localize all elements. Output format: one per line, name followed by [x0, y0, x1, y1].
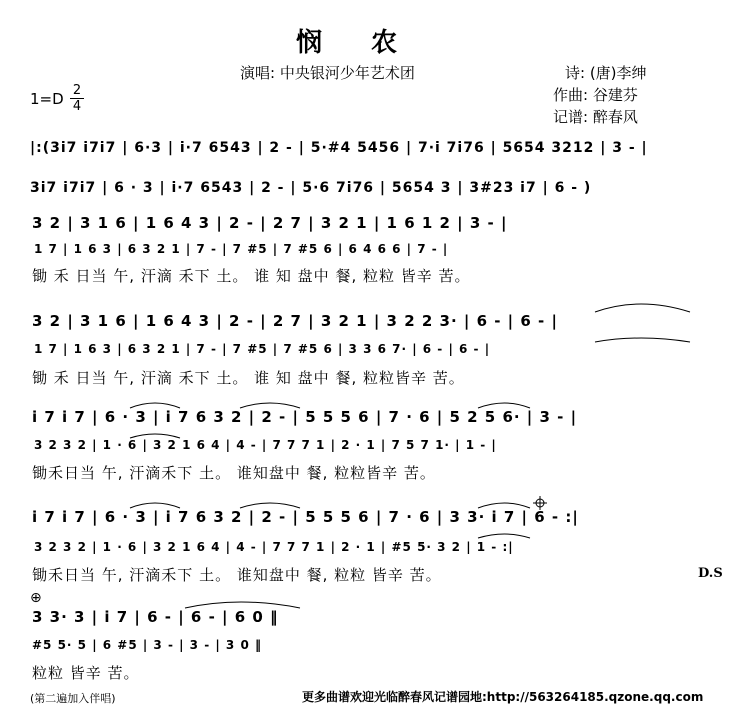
- s1-melody: 3 2 | 3 1 6 | 1 6 4 3 | 2 - | 2 7 | 3 2 1 | 1 6 1 2 | 3 - |: [32, 214, 508, 232]
- intro-line-2: 3i7 i7i7 | 6 · 3 | i·7 6543 | 2 - | 5·6 7i76 | 5654 3 | 3#23 i7 | 6 - ): [30, 180, 592, 196]
- s3-accompaniment: 3 2 3 2 | 1 · 6 | 3 2 1 6 4 | 4 - | 7 7 7 1 | 2 · 1 | 7 5 7 1· | 1 - |: [34, 438, 497, 452]
- s4-accompaniment: 3 2 3 2 | 1 · 6 | 3 2 1 6 4 | 4 - | 7 7 7 1 | 2 · 1 | #5 5· 3 2 | 1 - :|: [34, 540, 514, 554]
- song-title: 悯 农: [296, 28, 418, 58]
- s5-accompaniment: #5 5· 5 | 6 #5 | 3 - | 3 - | 3 0 ‖: [32, 638, 262, 652]
- time-bottom: 4: [72, 99, 82, 114]
- coda-sign-icon: ⊕: [30, 590, 42, 606]
- slur: [240, 403, 300, 408]
- s2-melody: 3 2 | 3 1 6 | 1 6 4 3 | 2 - | 2 7 | 3 2 1 | 3 2 2 3· | 6 - | 6 - |: [32, 312, 558, 330]
- slur: [130, 434, 180, 438]
- poet-credit: 诗: (唐)李绅: [565, 64, 647, 82]
- slur: [185, 602, 300, 608]
- s1-lyrics: 锄 禾 日当 午, 汗滴 禾下 土。 谁 知 盘中 餐, 粒粒 皆辛 苦。: [32, 267, 471, 285]
- s2-accompaniment: 1 7 | 1 6 3 | 6 3 2 1 | 7 - | 7 #5 | 7 #5 6 | 3 3 6 7· | 6 - | 6 - |: [34, 342, 491, 356]
- key-signature: 1=D: [30, 90, 64, 108]
- singer-credit: 演唱: 中央银河少年艺术团: [240, 64, 415, 82]
- slur: [478, 403, 530, 408]
- intro-line-1: |:(3i7 i7i7 | 6·3 | i·7 6543 | 2 - | 5·#4 5456 | 7·i 7i76 | 5654 3212 | 3 - |: [30, 140, 648, 156]
- website-credit: 更多曲谱欢迎光临醉春风记谱园地:http://563264185.qzone.qq.com: [302, 690, 704, 704]
- s5-lyrics: 粒粒 皆辛 苦。: [32, 664, 140, 682]
- slur: [130, 403, 180, 408]
- footnote: (第二遍加入伴唱): [30, 692, 116, 705]
- dal-segno-mark: D.S: [698, 566, 723, 581]
- slur: [595, 304, 690, 312]
- slur: [478, 503, 530, 508]
- s3-melody: i 7 i 7 | 6 · 3 | i 7 6 3 2 | 2 - | 5 5 5 6 | 7 · 6 | 5 2 5 6· | 3 - |: [32, 408, 578, 426]
- notator-credit: 记谱: 醉春风: [553, 108, 638, 126]
- s1-accompaniment: 1 7 | 1 6 3 | 6 3 2 1 | 7 - | 7 #5 | 7 #5 6 | 6 4 6 6 | 7 - |: [34, 242, 449, 256]
- slur: [478, 534, 530, 538]
- time-top: 2: [72, 83, 82, 98]
- s5-melody: 3 3· 3 | i 7 | 6 - | 6 - | 6 0 ‖: [32, 608, 279, 626]
- slur: [240, 503, 300, 508]
- s4-melody: i 7 i 7 | 6 · 3 | i 7 6 3 2 | 2 - | 5 5 5 6 | 7 · 6 | 3 3· i 7 | 6 - :|: [32, 508, 579, 526]
- segno-sign-icon: [533, 496, 547, 510]
- slur: [595, 338, 690, 342]
- s4-lyrics: 锄禾日当 午, 汗滴禾下 土。 谁知盘中 餐, 粒粒 皆辛 苦。: [32, 566, 442, 584]
- s2-lyrics: 锄 禾 日当 午, 汗滴 禾下 土。 谁 知 盘中 餐, 粒粒皆辛 苦。: [32, 369, 465, 387]
- s3-lyrics: 锄禾日当 午, 汗滴禾下 土。 谁知盘中 餐, 粒粒皆辛 苦。: [32, 464, 436, 482]
- composer-credit: 作曲: 谷建芬: [553, 86, 638, 104]
- slur: [130, 503, 180, 508]
